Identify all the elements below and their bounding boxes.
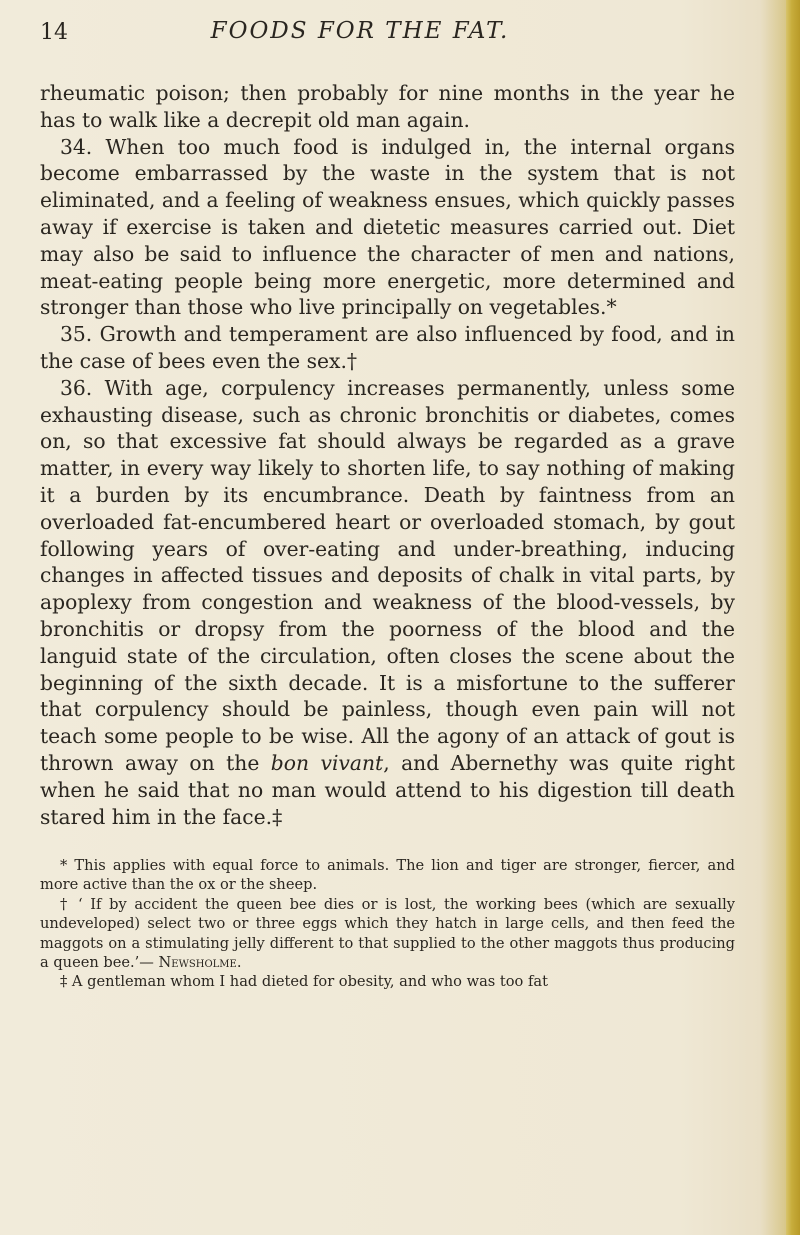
footnote-double-dagger: ‡ A gentleman whom I had dieted for obesity, and who was too fat — [60, 973, 548, 991]
footnote-dagger-author: Newsholme. — [158, 954, 242, 972]
paragraph-36 — [40, 375, 735, 831]
body-text — [40, 80, 735, 830]
paragraph-continuation: rheumatic poison; then probably for nine months in the year he has to walk like a decrepit old man again. — [40, 81, 735, 132]
footnote-asterisk: * This applies with equal force to animals. The lion and tiger are stronger, fiercer, and more active than the ox or the sheep. — [40, 857, 735, 894]
paragraph-36-text-b: , and Abernethy was quite right when he said that no man would attend to his digestion till death stared him in the face.‡ — [40, 750, 735, 829]
running-title: FOODS FOR THE FAT. — [210, 18, 510, 44]
footnotes — [40, 856, 735, 992]
footnote-dagger-text: † ‘ If by accident the queen bee dies or is lost, the working bees (which are sexually undeveloped) select two or three eggs which they hatch in large cells, and then feed the maggots on a stimulating jelly different to that supplied to the other maggots thus producing a queen bee.’— — [40, 895, 735, 972]
paragraph-36-italic: bon vivant — [270, 750, 384, 775]
gilt-page-edge — [786, 0, 800, 1235]
footnote-dagger — [40, 895, 735, 973]
paragraph-35: 35. Growth and temperament are also influenced by food, and in the case of bees even the sex.† — [40, 322, 735, 373]
paragraph-36-text-a: 36. With age, corpulency increases permanently, unless some exhausting disease, such as chronic bronchitis or diabetes, comes on, so that excessive fat should always be regarded as a grave matter, in every way likely to shorten life, to say nothing of making it a burden by its encumbrance. Death by faintness from an overloaded fat-encumbered heart or overloaded stomach, by gout following years of over-eating and under-breathing, inducing changes in affected tissues and deposits of chalk in vital parts, by apoplexy from congestion and weakness of the blood-vessels, by bronchitis or dropsy from the poorness of the blood and the languid state of the circulation, often closes the scene about the beginning of the sixth decade. It is a misfortune to the sufferer that corpulency should be painless, though even pain will not teach some people to be wise. All the agony of an attack of gout is thrown away on the — [40, 375, 735, 775]
paragraph-34: 34. When too much food is indulged in, the internal organs become embarrassed by the waste in the system that is not eliminated, and a feeling of weakness ensues, which quickly passes away if exercise is taken and dietetic measures carried out. Diet may also be said to influence the character of men and nations, meat-eating people being more energetic, more determined and stronger than those who live principally on vegetables.* — [40, 134, 735, 320]
page-number: 14 — [40, 20, 68, 45]
